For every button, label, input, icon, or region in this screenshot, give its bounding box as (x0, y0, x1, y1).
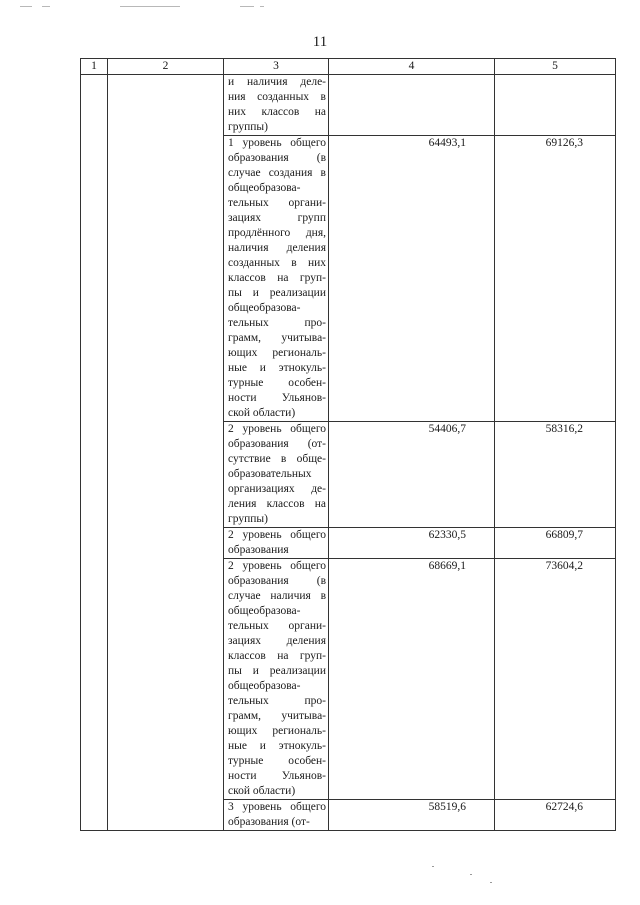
cell-value-col5: 62724,6 (495, 800, 616, 831)
description-line: тельных органи- (228, 620, 326, 632)
description-line: грамм, учитыва- (228, 710, 326, 722)
description-line: ния созданных в (228, 91, 326, 103)
cell-value-col4: 62330,5 (329, 528, 495, 559)
description-line: группы) (228, 513, 268, 525)
description-line: грамм, учитыва- (228, 332, 326, 344)
description-line: образовательных (228, 468, 312, 480)
description-line: тельных органи- (228, 197, 326, 209)
description-line: ности Ульянов- (228, 770, 326, 782)
description-line: группы) (228, 121, 268, 133)
description-line: случае создания в (228, 167, 326, 179)
table-body (81, 75, 616, 831)
description-line: них классов на (228, 106, 326, 118)
description-line: ющих региональ- (228, 347, 326, 359)
description-line: ющих региональ- (228, 725, 326, 737)
cell-value-col5: 73604,2 (495, 559, 616, 800)
page-number: 11 (312, 34, 328, 50)
description-line: образования (228, 544, 289, 556)
description-line: случае наличия в (228, 590, 326, 602)
description-line: общеобразова- (228, 302, 301, 314)
cell-col2 (108, 75, 224, 831)
description-line: и наличия деле- (228, 76, 326, 88)
cell-level-description (224, 422, 329, 528)
cell-level-description (224, 75, 329, 136)
description-line: тельных про- (228, 695, 326, 707)
description-line: зациях деления (228, 635, 326, 647)
column-header-2: 2 (108, 59, 224, 75)
scan-dots (0, 860, 640, 890)
column-header-5: 5 (495, 59, 616, 75)
description-line: созданных в них (228, 257, 326, 269)
cell-value-col5: 66809,7 (495, 528, 616, 559)
description-line: 2 уровень общего (228, 423, 326, 435)
description-line: организациях де- (228, 483, 326, 495)
description-line: 2 уровень общего (228, 529, 326, 541)
cell-value-col4: 54406,7 (329, 422, 495, 528)
description-line: турные особен- (228, 755, 326, 767)
cell-value-col5: 69126,3 (495, 136, 616, 422)
description-line: тельных про- (228, 317, 326, 329)
description-line: ности Ульянов- (228, 392, 326, 404)
description-line: классов на груп- (228, 650, 326, 662)
description-line: образования (в (228, 152, 326, 164)
cell-value-col5 (495, 75, 616, 136)
cell-level-description (224, 800, 329, 831)
table-header-row (81, 59, 616, 75)
description-line: классов на груп- (228, 272, 326, 284)
cell-col1 (81, 75, 108, 831)
cell-level-description (224, 136, 329, 422)
cell-value-col4: 58519,6 (329, 800, 495, 831)
description-line: пы и реализации (228, 287, 326, 299)
description-line: 2 уровень общего (228, 560, 326, 572)
tariff-table (80, 58, 616, 831)
column-header-4: 4 (329, 59, 495, 75)
cell-value-col4 (329, 75, 495, 136)
cell-level-description (224, 528, 329, 559)
description-line: общеобразова- (228, 680, 301, 692)
cell-value-col4: 68669,1 (329, 559, 495, 800)
description-line: продлённого дня, (228, 227, 326, 239)
description-line: общеобразова- (228, 182, 301, 194)
description-line: ления классов на (228, 498, 326, 510)
description-line: образования (от- (228, 438, 326, 450)
cell-value-col4: 64493,1 (329, 136, 495, 422)
description-line: 1 уровень общего (228, 137, 326, 149)
description-line: образования (от- (228, 816, 310, 828)
cell-level-description (224, 559, 329, 800)
cell-value-col5: 58316,2 (495, 422, 616, 528)
description-line: ные и этнокуль- (228, 740, 326, 752)
table-row (81, 75, 616, 136)
description-line: общеобразова- (228, 605, 301, 617)
description-line: ской области) (228, 785, 296, 797)
description-line: ные и этнокуль- (228, 362, 326, 374)
description-line: 3 уровень общего (228, 801, 326, 813)
description-line: турные особен- (228, 377, 326, 389)
column-header-1: 1 (81, 59, 108, 75)
description-line: ской области) (228, 407, 296, 419)
scan-artifacts (20, 4, 580, 10)
description-line: зациях групп (228, 212, 326, 224)
column-header-3: 3 (224, 59, 329, 75)
description-line: наличия деления (228, 242, 326, 254)
description-line: образования (в (228, 575, 326, 587)
description-line: сутствие в обще- (228, 453, 326, 465)
description-line: пы и реализации (228, 665, 326, 677)
